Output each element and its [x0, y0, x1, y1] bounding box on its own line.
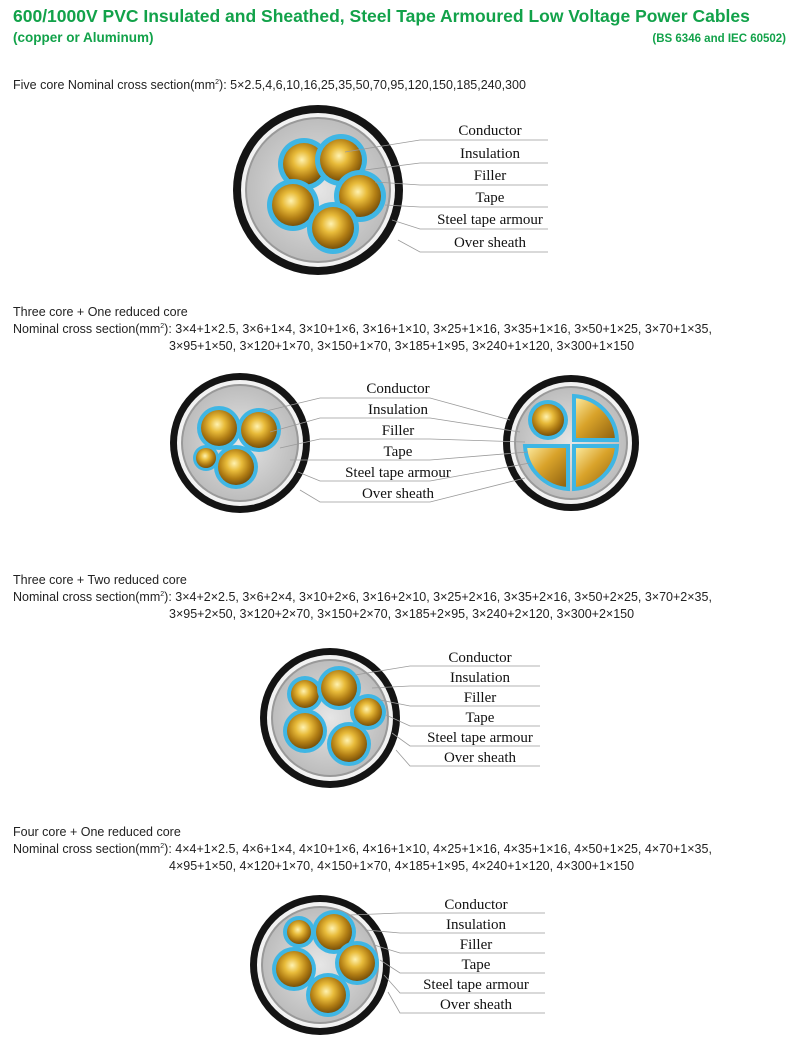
label-insulation: Insulation — [446, 917, 506, 933]
label-conductor: Conductor — [444, 897, 508, 913]
label-conductor: Conductor — [458, 123, 522, 139]
four-plus-one-spec-line1: Nominal cross $section(mm^2)$: 4×4+1×2.5, 4×6+1×4, 4×10+1×6, 4×16+1×10, 4×25+1×16, 4×35+1×16, 4×50+1×25, 4×70+1×35, — [13, 842, 712, 856]
five-core-spec: Five core Nominal cross $section(mm^2)$: 5×2.5,4,6,10,16,25,35,50,70,95,120,150,185,240,300 — [13, 78, 526, 92]
label-conductor: Conductor — [448, 650, 512, 666]
page-title: 600/1000V PVC Insulated and Sheathed, Steel Tape Armoured Low Voltage Power Cables — [13, 6, 750, 26]
page-subtitle: (copper or Aluminum) — [13, 30, 154, 45]
three-plus-two-spec-line1: Nominal cross $section(mm^2)$: 3×4+2×2.5, 3×6+2×4, 3×10+2×6, 3×16+2×10, 3×25+2×16, 3×35+2×16, 3×50+2×25, 3×70+2×35, — [13, 590, 712, 604]
three-plus-two-labels — [427, 650, 533, 766]
label-insulation: Insulation — [450, 670, 510, 686]
label-filler: Filler — [381, 423, 415, 439]
four-plus-one-spec-line2: 4×95+1×50, 4×120+1×70, 4×150+1×70, 4×185+1×95, 4×240+1×120, 4×300+1×150 — [169, 859, 635, 873]
label-tape: Tape — [383, 444, 413, 460]
three-plus-one-spec-line1: Nominal cross $section(mm^2)$: 3×4+1×2.5, 3×6+1×4, 3×10+1×6, 3×16+1×10, 3×25+1×16, 3×35+1×16, 3×50+1×25, 3×70+1×35, — [13, 322, 712, 336]
four-plus-one-heading: Four core + One reduced core — [13, 825, 181, 839]
standard-reference: (BS 6346 and IEC 60502) — [652, 33, 786, 45]
three-plus-one-round-cable — [170, 373, 310, 513]
three-plus-one-spec-line2: 3×95+1×50, 3×120+1×70, 3×150+1×70, 3×185+1×95, 3×240+1×120, 3×300+1×150 — [169, 339, 635, 353]
label-filler: Filler — [463, 690, 497, 706]
five-core-cable — [233, 105, 403, 275]
three-plus-two-cable — [260, 648, 400, 788]
label-steel-tape-armour: Steel tape armour — [437, 212, 543, 228]
three-plus-one-heading: Three core + One reduced core — [13, 305, 188, 319]
label-over-sheath: Over sheath — [361, 486, 435, 502]
label-over-sheath: Over sheath — [439, 997, 513, 1013]
label-tape: Tape — [465, 710, 495, 726]
four-plus-one-cable — [250, 895, 390, 1035]
label-filler: Filler — [459, 937, 493, 953]
label-tape: Tape — [461, 957, 491, 973]
label-over-sheath: Over sheath — [453, 235, 527, 251]
label-steel-tape-armour: Steel tape armour — [423, 977, 529, 993]
three-plus-two-heading: Three core + Two reduced core — [13, 573, 187, 587]
label-tape: Tape — [475, 190, 505, 206]
four-plus-one-labels — [423, 897, 529, 1013]
five-core-labels — [437, 123, 543, 251]
label-conductor: Conductor — [366, 381, 430, 397]
label-steel-tape-armour: Steel tape armour — [427, 730, 533, 746]
label-insulation: Insulation — [460, 146, 520, 162]
label-filler: Filler — [473, 168, 507, 184]
three-plus-one-sector-cable — [503, 375, 639, 511]
label-over-sheath: Over sheath — [443, 750, 517, 766]
three-plus-two-spec-line2: 3×95+2×50, 3×120+2×70, 3×150+2×70, 3×185+2×95, 3×240+2×120, 3×300+2×150 — [169, 607, 635, 621]
label-insulation: Insulation — [368, 402, 428, 418]
label-steel-tape-armour: Steel tape armour — [345, 465, 451, 481]
